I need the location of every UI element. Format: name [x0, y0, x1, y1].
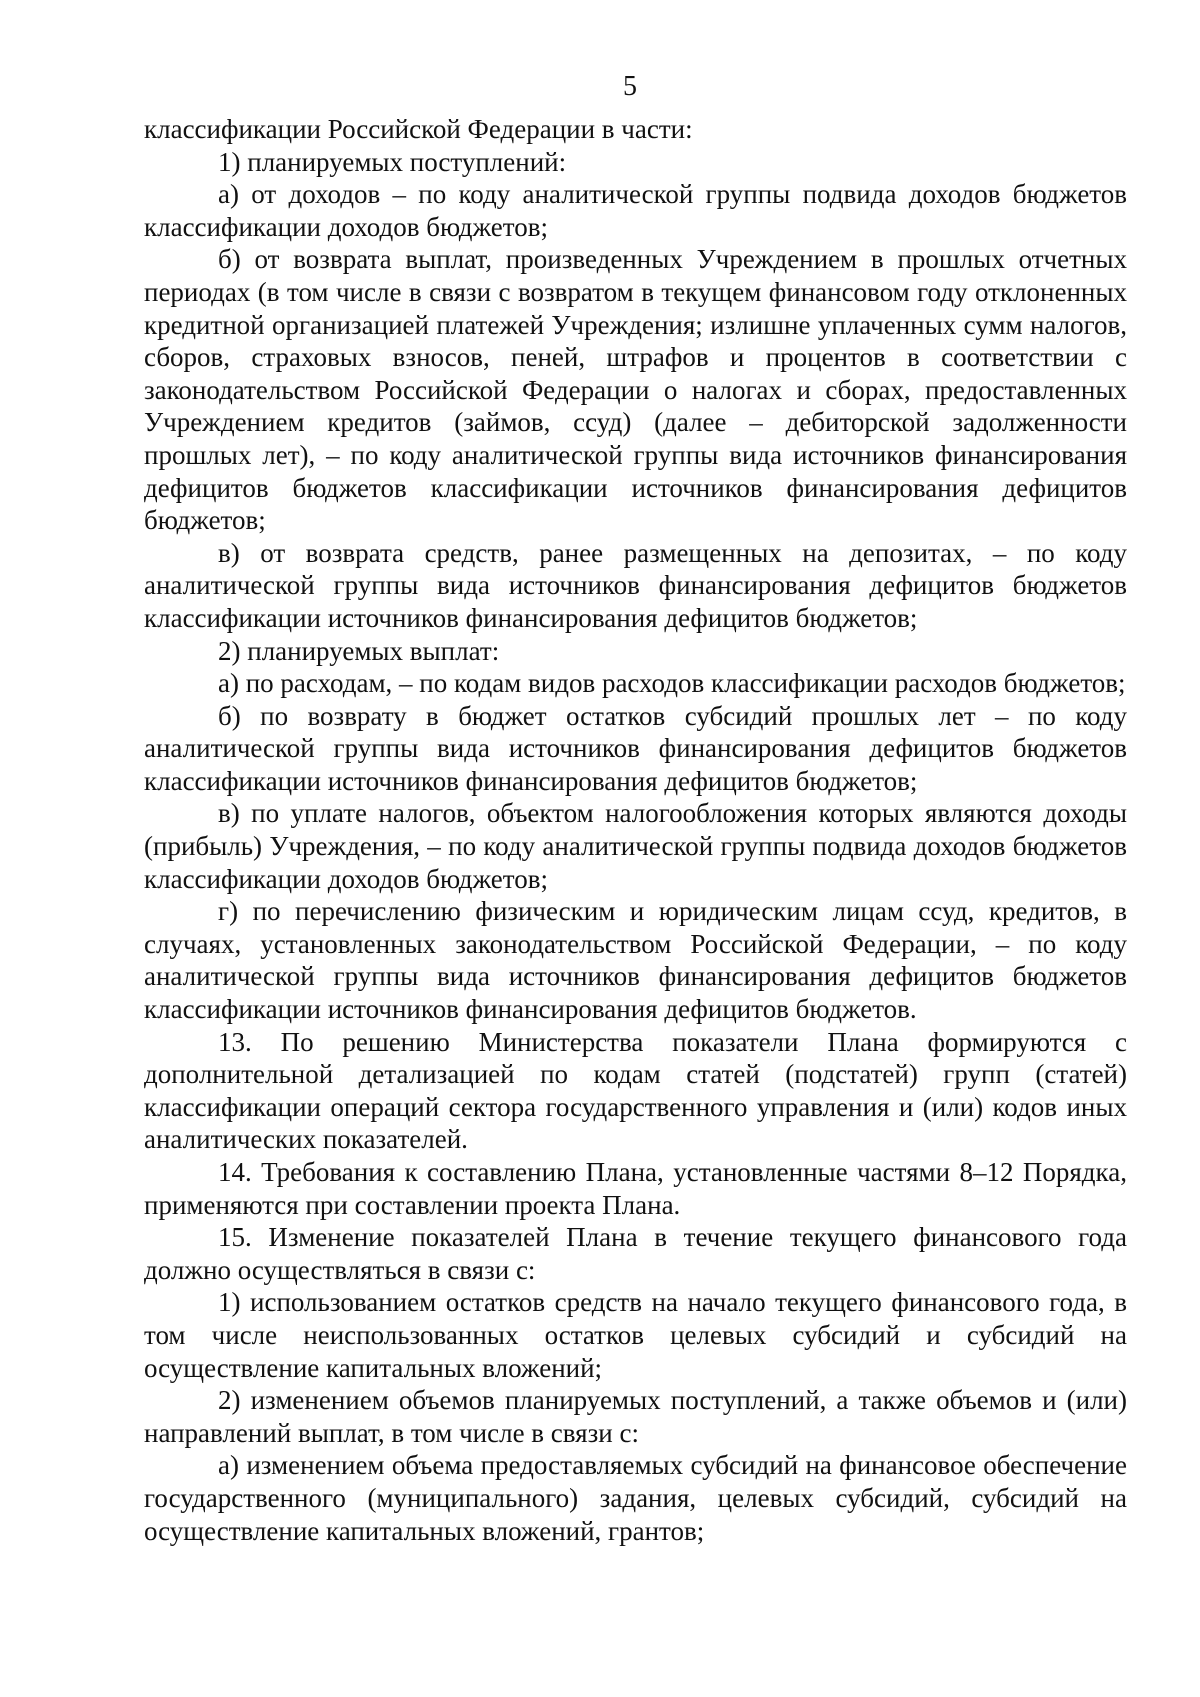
paragraph-payments-v: в) по уплате налогов, объектом налогообложения которых являются доходы (прибыль) Учреждения, – по коду аналитической группы подвида доходов бюджетов классификации доходов бюджетов;: [144, 798, 1127, 894]
paragraph-clause-15-item-1: 1) использованием остатков средств на начало текущего финансового года, в том числе неиспользованных остатков целевых субсидий и субсидий на осуществление капитальных вложений;: [144, 1287, 1127, 1383]
paragraph-clause-15-item-2: 2) изменением объемов планируемых поступлений, а также объемов и (или) направлений выплат, в том числе в связи с:: [144, 1385, 1127, 1448]
paragraph-intro: классификации Российской Федерации в части:: [144, 114, 693, 144]
paragraph-clause-13: 13. По решению Министерства показатели Плана формируются с дополнительной детализацией по кодам статей (подстатей) групп (статей) классификации операций сектора государственного управления и (или) кодов иных аналитических показателей.: [144, 1026, 1127, 1155]
paragraph-receipts-a: а) от доходов – по коду аналитической группы подвида доходов бюджетов классификации доходов бюджетов;: [144, 179, 1127, 242]
page-number: 5: [623, 71, 637, 102]
paragraph-payments-b: б) по возврату в бюджет остатков субсидий прошлых лет – по коду аналитической группы вида источников финансирования дефицитов бюджетов классификации источников финансирования дефицитов бюджетов;: [144, 700, 1127, 796]
paragraph-planned-receipts: 1) планируемых поступлений:: [218, 146, 567, 177]
paragraph-payments-a: а) по расходам, – по кодам видов расходов классификации расходов бюджетов;: [218, 668, 1126, 699]
document-body: [144, 113, 1127, 1547]
paragraph-clause-15-item-2a: а) изменением объема предоставляемых субсидий на финансовое обеспечение государственного (муниципального) задания, целевых субсидий, субсидий на осуществление капитальных вложений, грантов;: [144, 1450, 1127, 1546]
paragraph-payments-g: г) по перечислению физическим и юридическим лицам ссуд, кредитов, в случаях, установленных законодательством Российской Федерации, – по коду аналитической группы вида источников финансирования дефицитов бюджетов классификации источников финансирования дефицитов бюджетов.: [144, 896, 1127, 1025]
paragraph-receipts-b: б) от возврата выплат, произведенных Учреждением в прошлых отчетных периодах (в том числе в связи с возвратом в текущем финансовом году отклоненных кредитной организацией платежей Учреждения; излишне уплаченных сумм налогов, сборов, страховых взносов, пеней, штрафов и процентов в соответствии с законодательством Российской Федерации о налогах и сборах, предоставленных Учреждением кредитов (займов, ссуд) (далее – дебиторской задолженности прошлых лет), – по коду аналитической группы вида источников финансирования дефицитов бюджетов классификации источников финансирования дефицитов бюджетов;: [144, 244, 1127, 536]
paragraph-receipts-v: в) от возврата средств, ранее размещенных на депозитах, – по коду аналитической группы вида источников финансирования дефицитов бюджетов классификации источников финансирования дефицитов бюджетов;: [144, 537, 1127, 633]
paragraph-clause-15: 15. Изменение показателей Плана в течение текущего финансового года должно осуществляться в связи с:: [144, 1222, 1127, 1285]
paragraph-planned-payments: 2) планируемых выплат:: [218, 635, 500, 666]
paragraph-clause-14: 14. Требования к составлению Плана, установленные частями 8–12 Порядка, применяются при составлении проекта Плана.: [144, 1157, 1127, 1220]
